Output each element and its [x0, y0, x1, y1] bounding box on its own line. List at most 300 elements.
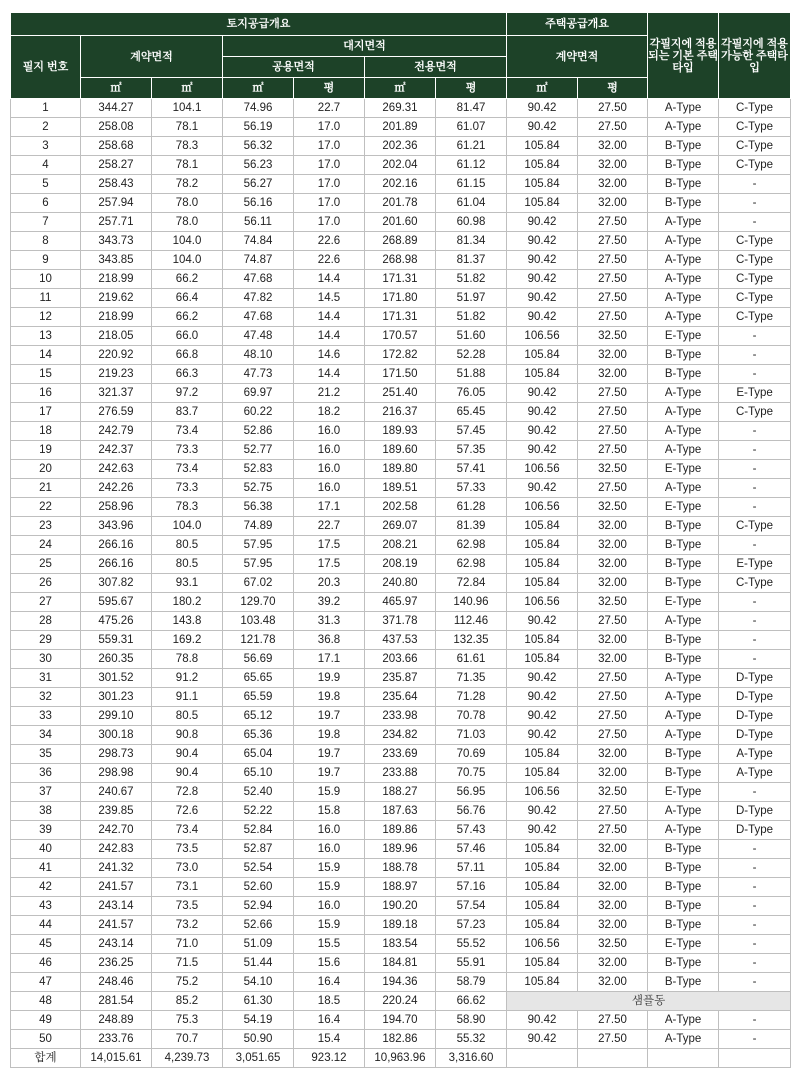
table-cell: 81.34	[436, 232, 507, 251]
table-cell: 301.23	[81, 688, 152, 707]
table-cell: 90.42	[507, 1030, 578, 1049]
unit-m2-header: ㎡	[152, 78, 223, 99]
table-cell: 56.16	[223, 194, 294, 213]
table-cell: 172.82	[365, 346, 436, 365]
table-cell: 22.7	[294, 517, 365, 536]
table-cell: 32.50	[578, 593, 648, 612]
table-cell: 39.2	[294, 593, 365, 612]
table-cell: 104.0	[152, 232, 223, 251]
table-cell: 81.47	[436, 99, 507, 118]
table-cell: 22.6	[294, 232, 365, 251]
table-cell: 105.84	[507, 555, 578, 574]
table-row	[11, 1030, 791, 1049]
table-cell: 32.00	[578, 175, 648, 194]
table-cell: 183.54	[365, 935, 436, 954]
table-cell: 169.2	[152, 631, 223, 650]
supply-overview-table-container	[10, 12, 790, 1068]
table-cell: 15.8	[294, 802, 365, 821]
table-cell: 21	[11, 479, 81, 498]
table-cell: 27.50	[578, 270, 648, 289]
table-cell: 24	[11, 536, 81, 555]
table-cell: 106.56	[507, 783, 578, 802]
table-cell: 35	[11, 745, 81, 764]
table-cell: 233.76	[81, 1030, 152, 1049]
table-cell: -	[719, 935, 791, 954]
table-cell: A-Type	[648, 308, 719, 327]
table-cell: 52.86	[223, 422, 294, 441]
table-cell: 106.56	[507, 460, 578, 479]
table-cell: 2	[11, 118, 81, 137]
table-cell: 61.15	[436, 175, 507, 194]
table-cell: 17.1	[294, 650, 365, 669]
table-cell: 202.36	[365, 137, 436, 156]
table-cell: C-Type	[719, 289, 791, 308]
table-cell: 242.70	[81, 821, 152, 840]
table-cell: 14.6	[294, 346, 365, 365]
table-cell: 81.39	[436, 517, 507, 536]
table-cell: 49	[11, 1011, 81, 1030]
table-cell: 33	[11, 707, 81, 726]
table-cell: 75.2	[152, 973, 223, 992]
table-cell: 216.37	[365, 403, 436, 422]
table-cell: 187.63	[365, 802, 436, 821]
table-cell: A-Type	[648, 1030, 719, 1049]
table-cell: 85.2	[152, 992, 223, 1011]
table-cell: 70.7	[152, 1030, 223, 1049]
table-cell: 90.42	[507, 99, 578, 118]
table-cell: 32.00	[578, 517, 648, 536]
table-cell: 14.4	[294, 365, 365, 384]
table-cell: 218.05	[81, 327, 152, 346]
table-cell: 65.10	[223, 764, 294, 783]
table-cell: 233.98	[365, 707, 436, 726]
table-cell: A-Type	[648, 422, 719, 441]
table-cell: 57.16	[436, 878, 507, 897]
table-cell: 78.3	[152, 137, 223, 156]
table-cell: 14.5	[294, 289, 365, 308]
table-row	[11, 517, 791, 536]
unit-m2-header: ㎡	[365, 78, 436, 99]
table-cell: 182.86	[365, 1030, 436, 1049]
table-cell: 65.65	[223, 669, 294, 688]
table-cell: 241.57	[81, 878, 152, 897]
table-cell: -	[719, 536, 791, 555]
table-row	[11, 954, 791, 973]
table-cell: 90.42	[507, 1011, 578, 1030]
table-cell: 243.14	[81, 897, 152, 916]
table-row	[11, 650, 791, 669]
table-cell: 298.98	[81, 764, 152, 783]
table-cell: 112.46	[436, 612, 507, 631]
table-row	[11, 897, 791, 916]
table-cell: 1	[11, 99, 81, 118]
table-cell: 15.9	[294, 859, 365, 878]
table-cell: 57.43	[436, 821, 507, 840]
table-cell: D-Type	[719, 821, 791, 840]
table-cell: 71.35	[436, 669, 507, 688]
table-cell: 16.0	[294, 840, 365, 859]
table-cell: 71.28	[436, 688, 507, 707]
table-cell: 65.36	[223, 726, 294, 745]
table-cell: 281.54	[81, 992, 152, 1011]
table-cell: 17.0	[294, 156, 365, 175]
table-cell: 19.9	[294, 669, 365, 688]
table-cell: B-Type	[648, 346, 719, 365]
table-cell: 90.42	[507, 251, 578, 270]
table-cell: A-Type	[648, 612, 719, 631]
table-cell: 203.66	[365, 650, 436, 669]
table-cell: 258.08	[81, 118, 152, 137]
table-cell: 27.50	[578, 289, 648, 308]
table-row	[11, 308, 791, 327]
table-cell: B-Type	[648, 954, 719, 973]
table-cell: 71.5	[152, 954, 223, 973]
table-cell: 71.0	[152, 935, 223, 954]
table-cell: 78.1	[152, 156, 223, 175]
table-cell: 90.42	[507, 384, 578, 403]
total-cell: 10,963.96	[365, 1049, 436, 1068]
exclusive-area-header: 전용면적	[365, 57, 507, 78]
table-cell: 55.52	[436, 935, 507, 954]
table-cell: A-Type	[648, 213, 719, 232]
total-cell	[578, 1049, 648, 1068]
table-row	[11, 878, 791, 897]
table-cell: 32.00	[578, 859, 648, 878]
table-cell: 61.61	[436, 650, 507, 669]
table-cell: 57.33	[436, 479, 507, 498]
table-cell: C-Type	[719, 251, 791, 270]
sample-unit-cell: 샘플동	[507, 992, 791, 1011]
table-cell: 52.54	[223, 859, 294, 878]
land-overview-header: 토지공급개요	[11, 13, 507, 36]
table-cell: -	[719, 916, 791, 935]
table-cell: 56.19	[223, 118, 294, 137]
table-cell: 66.2	[152, 270, 223, 289]
table-row	[11, 764, 791, 783]
table-cell: 268.89	[365, 232, 436, 251]
table-cell: 595.67	[81, 593, 152, 612]
table-row	[11, 745, 791, 764]
table-row	[11, 593, 791, 612]
table-cell: 242.83	[81, 840, 152, 859]
table-cell: 190.20	[365, 897, 436, 916]
table-cell: E-Type	[648, 593, 719, 612]
table-cell: 15.4	[294, 1030, 365, 1049]
table-cell: A-Type	[648, 99, 719, 118]
table-cell: 188.27	[365, 783, 436, 802]
table-cell: 105.84	[507, 175, 578, 194]
table-row	[11, 916, 791, 935]
table-cell: 51.60	[436, 327, 507, 346]
table-row	[11, 156, 791, 175]
table-row	[11, 612, 791, 631]
table-cell: 80.5	[152, 555, 223, 574]
table-cell: 12	[11, 308, 81, 327]
table-cell: A-Type	[648, 707, 719, 726]
table-cell: 32.00	[578, 156, 648, 175]
table-cell: 61.28	[436, 498, 507, 517]
table-cell: A-Type	[648, 251, 719, 270]
table-cell: 32.00	[578, 840, 648, 859]
unit-pyeong-header: 평	[294, 78, 365, 99]
table-cell: 17.0	[294, 118, 365, 137]
table-cell: 19.7	[294, 764, 365, 783]
table-cell: 73.3	[152, 479, 223, 498]
table-cell: C-Type	[719, 232, 791, 251]
table-cell: 266.16	[81, 555, 152, 574]
table-cell: B-Type	[648, 574, 719, 593]
lot-number-header: 필지 번호	[11, 36, 81, 99]
table-cell: 51.88	[436, 365, 507, 384]
table-cell: -	[719, 593, 791, 612]
unit-pyeong-header: 평	[436, 78, 507, 99]
table-cell: 105.84	[507, 137, 578, 156]
total-cell	[507, 1049, 578, 1068]
table-cell: 52.94	[223, 897, 294, 916]
table-cell: -	[719, 213, 791, 232]
table-cell: 105.84	[507, 840, 578, 859]
table-row	[11, 973, 791, 992]
table-cell: 52.77	[223, 441, 294, 460]
table-cell: 233.88	[365, 764, 436, 783]
table-cell: 189.86	[365, 821, 436, 840]
table-row	[11, 99, 791, 118]
table-cell: 194.36	[365, 973, 436, 992]
table-row	[11, 935, 791, 954]
table-cell: 32.00	[578, 555, 648, 574]
table-cell: D-Type	[719, 707, 791, 726]
table-cell: 266.16	[81, 536, 152, 555]
table-cell: 105.84	[507, 897, 578, 916]
table-cell: B-Type	[648, 973, 719, 992]
table-cell: 17.5	[294, 555, 365, 574]
table-cell: 52.87	[223, 840, 294, 859]
table-cell: E-Type	[648, 498, 719, 517]
total-row	[11, 1049, 791, 1068]
table-cell: 22.7	[294, 99, 365, 118]
table-cell: A-Type	[648, 669, 719, 688]
table-cell: 50.90	[223, 1030, 294, 1049]
table-cell: B-Type	[648, 517, 719, 536]
unit-m2-header: ㎡	[507, 78, 578, 99]
table-cell: B-Type	[648, 764, 719, 783]
table-cell: 27.50	[578, 441, 648, 460]
table-row	[11, 232, 791, 251]
table-cell: 90.42	[507, 118, 578, 137]
table-cell: 235.87	[365, 669, 436, 688]
table-cell: 90.42	[507, 612, 578, 631]
table-cell: 83.7	[152, 403, 223, 422]
table-cell: 31	[11, 669, 81, 688]
table-cell: 46	[11, 954, 81, 973]
table-cell: 103.48	[223, 612, 294, 631]
table-cell: 105.84	[507, 973, 578, 992]
table-cell: 38	[11, 802, 81, 821]
table-cell: 21.2	[294, 384, 365, 403]
table-cell: 258.96	[81, 498, 152, 517]
table-cell: -	[719, 327, 791, 346]
table-cell: 559.31	[81, 631, 152, 650]
table-cell: 201.78	[365, 194, 436, 213]
table-cell: 27.50	[578, 1030, 648, 1049]
table-cell: 78.3	[152, 498, 223, 517]
table-cell: E-Type	[648, 935, 719, 954]
table-row	[11, 783, 791, 802]
table-cell: 105.84	[507, 878, 578, 897]
table-cell: 235.64	[365, 688, 436, 707]
table-cell: 37	[11, 783, 81, 802]
table-cell: 105.84	[507, 745, 578, 764]
table-cell: 74.84	[223, 232, 294, 251]
table-cell: 220.24	[365, 992, 436, 1011]
common-area-header: 공용면적	[223, 57, 365, 78]
table-cell: 180.2	[152, 593, 223, 612]
table-cell: 143.8	[152, 612, 223, 631]
table-cell: 52.84	[223, 821, 294, 840]
table-cell: 48	[11, 992, 81, 1011]
table-cell: 61.12	[436, 156, 507, 175]
table-cell: 72.84	[436, 574, 507, 593]
table-cell: 189.96	[365, 840, 436, 859]
table-row	[11, 802, 791, 821]
table-cell: 57.23	[436, 916, 507, 935]
table-cell: 90.42	[507, 403, 578, 422]
table-cell: 44	[11, 916, 81, 935]
table-cell: 60.22	[223, 403, 294, 422]
table-cell: 300.18	[81, 726, 152, 745]
table-cell: -	[719, 479, 791, 498]
table-cell: 62.98	[436, 536, 507, 555]
table-cell: A-Type	[648, 479, 719, 498]
table-cell: C-Type	[719, 403, 791, 422]
table-cell: 14.4	[294, 270, 365, 289]
table-cell: 65.04	[223, 745, 294, 764]
table-cell: 66.2	[152, 308, 223, 327]
table-cell: B-Type	[648, 536, 719, 555]
table-cell: 32.50	[578, 460, 648, 479]
table-cell: D-Type	[719, 688, 791, 707]
table-cell: E-Type	[648, 327, 719, 346]
table-row	[11, 251, 791, 270]
table-cell: 17.0	[294, 213, 365, 232]
table-cell: -	[719, 954, 791, 973]
table-cell: 269.07	[365, 517, 436, 536]
table-cell: 242.37	[81, 441, 152, 460]
table-cell: 465.97	[365, 593, 436, 612]
table-cell: 202.04	[365, 156, 436, 175]
table-cell: 61.04	[436, 194, 507, 213]
table-cell: 52.28	[436, 346, 507, 365]
table-cell: 32.50	[578, 327, 648, 346]
table-cell: 90.42	[507, 270, 578, 289]
table-cell: 243.14	[81, 935, 152, 954]
table-cell: B-Type	[648, 897, 719, 916]
table-cell: 73.2	[152, 916, 223, 935]
table-cell: B-Type	[648, 650, 719, 669]
table-cell: A-Type	[719, 745, 791, 764]
table-cell: -	[719, 1011, 791, 1030]
table-cell: C-Type	[719, 118, 791, 137]
table-cell: B-Type	[648, 365, 719, 384]
table-cell: A-Type	[648, 232, 719, 251]
table-cell: 22.6	[294, 251, 365, 270]
table-cell: 218.99	[81, 270, 152, 289]
table-cell: 47.68	[223, 308, 294, 327]
table-cell: 258.68	[81, 137, 152, 156]
table-cell: 298.73	[81, 745, 152, 764]
table-cell: C-Type	[719, 99, 791, 118]
table-cell: B-Type	[648, 156, 719, 175]
table-cell: 321.37	[81, 384, 152, 403]
table-cell: C-Type	[719, 308, 791, 327]
table-cell: 105.84	[507, 764, 578, 783]
table-cell: 10	[11, 270, 81, 289]
table-cell: 70.75	[436, 764, 507, 783]
table-cell: 80.5	[152, 536, 223, 555]
table-cell: 251.40	[365, 384, 436, 403]
table-cell: 104.0	[152, 517, 223, 536]
table-cell: 105.84	[507, 156, 578, 175]
table-cell: B-Type	[648, 745, 719, 764]
table-cell: 56.27	[223, 175, 294, 194]
table-cell: 32.00	[578, 137, 648, 156]
table-cell: 140.96	[436, 593, 507, 612]
table-cell: -	[719, 498, 791, 517]
table-cell: 184.81	[365, 954, 436, 973]
table-cell: 58.79	[436, 973, 507, 992]
table-cell: B-Type	[648, 194, 719, 213]
table-cell: 52.75	[223, 479, 294, 498]
table-cell: 32.00	[578, 916, 648, 935]
table-cell: 32.50	[578, 935, 648, 954]
table-cell: 18	[11, 422, 81, 441]
table-cell: 239.85	[81, 802, 152, 821]
table-cell: 258.27	[81, 156, 152, 175]
total-cell	[719, 1049, 791, 1068]
table-cell: 90.42	[507, 232, 578, 251]
table-cell: 16.0	[294, 422, 365, 441]
table-row	[11, 574, 791, 593]
table-cell: 105.84	[507, 574, 578, 593]
table-cell: 17.0	[294, 175, 365, 194]
table-cell: 32.00	[578, 745, 648, 764]
housing-contract-area-header: 계약면적	[507, 36, 648, 78]
table-cell: 5	[11, 175, 81, 194]
table-row	[11, 631, 791, 650]
table-cell: -	[719, 859, 791, 878]
table-cell: 27.50	[578, 384, 648, 403]
table-cell: 27.50	[578, 821, 648, 840]
table-cell: 129.70	[223, 593, 294, 612]
table-cell: 32.00	[578, 365, 648, 384]
optional-type-header: 각필지에 적용가능한 주택타입	[719, 13, 791, 99]
table-cell: 171.31	[365, 308, 436, 327]
table-cell: 20	[11, 460, 81, 479]
table-cell: 72.8	[152, 783, 223, 802]
table-cell: 343.96	[81, 517, 152, 536]
table-cell: 268.98	[365, 251, 436, 270]
table-cell: 48.10	[223, 346, 294, 365]
table-cell: 18.2	[294, 403, 365, 422]
table-cell: 189.80	[365, 460, 436, 479]
table-cell: 248.89	[81, 1011, 152, 1030]
table-cell: 15.5	[294, 935, 365, 954]
table-cell: 105.84	[507, 631, 578, 650]
table-cell: -	[719, 441, 791, 460]
table-cell: 30	[11, 650, 81, 669]
table-cell: 15.9	[294, 878, 365, 897]
table-cell: 81.37	[436, 251, 507, 270]
